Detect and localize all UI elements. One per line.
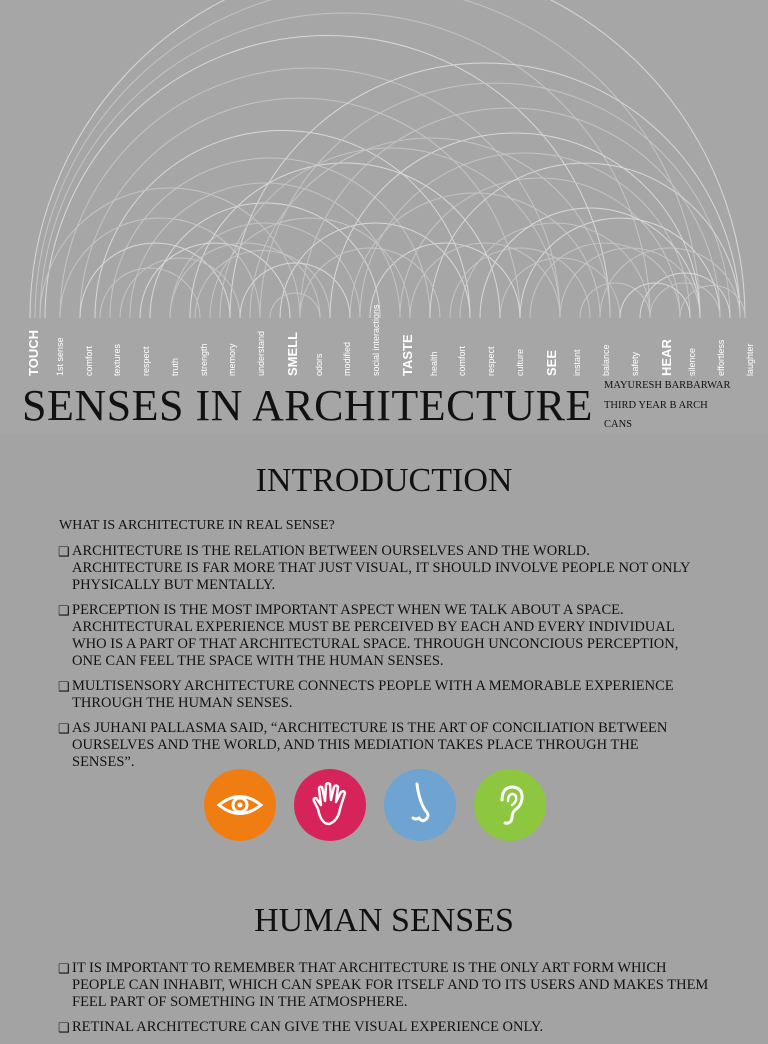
eye-icon [204, 769, 276, 841]
introduction-slide [0, 436, 768, 1035]
author-name: MAYURESH BARBARWAR [604, 380, 731, 391]
list-item [58, 1019, 718, 1036]
bullet-marker: ❑ [58, 603, 70, 618]
sense-word-graphic [0, 0, 768, 434]
bullet-marker: ❑ [58, 544, 70, 559]
bullet-text: IT IS IMPORTANT TO REMEMBER THAT ARCHITECTURE IS THE ONLY ART FORM WHICH PEOPLE CAN INHABIT, WHICH CAN SPEAK FOR ITSELF AND TO ITS USERS AND MAKES THEM FEEL PART OF SOMETHING IN THE ATMOSPHERE. [72, 960, 709, 1010]
senses-icon-row [204, 769, 554, 845]
sense-word: safety [629, 351, 640, 376]
list-item [58, 543, 698, 594]
author-college: CANS [604, 419, 633, 430]
presentation-title: SENSES IN ARCHITECTURE [22, 381, 593, 430]
sense-word: TOUCH [26, 330, 41, 376]
sense-word: HEAR [658, 339, 674, 376]
sense-word: memory [227, 343, 238, 376]
sense-word: understand [256, 330, 267, 376]
bullet-marker: ❑ [58, 679, 70, 694]
sense-word: modified [342, 341, 353, 376]
list-item [58, 960, 718, 1011]
sense-word: instant [572, 349, 583, 376]
sense-word: TASTE [399, 334, 415, 376]
bullet-marker: ❑ [58, 721, 70, 736]
senses-bullet-list [58, 960, 718, 1044]
bullet-text: MULTISENSORY ARCHITECTURE CONNECTS PEOPLE WITH A MEMORABLE EXPERIENCE THROUGH THE HUMAN SENSES. [72, 678, 674, 711]
sense-word: 1st sense [54, 337, 65, 376]
sense-word: comfort [83, 345, 94, 376]
sense-word: odors [313, 353, 324, 376]
sense-word: social interactions [371, 304, 382, 376]
sense-word: SEE [543, 349, 559, 376]
sense-word: comfort [457, 345, 468, 376]
sense-word: silence [687, 347, 698, 376]
bullet-text: PERCEPTION IS THE MOST IMPORTANT ASPECT WHEN WE TALK ABOUT A SPACE. ARCHITECTURAL EXPERIENCE MUST BE PERCEIVED BY EACH AND EVERY INDIVIDUAL WHO IS A PART OF THAT ARCHITECTURAL SPACE. THROUGH UNCONCIOUS PERCEPTION, ONE CAN FEEL THE SPACE WITH THE HUMAN SENSES. [72, 602, 679, 669]
sense-word: effortless [716, 339, 727, 376]
bullet-marker: ❑ [58, 961, 70, 976]
ear-icon [474, 769, 546, 841]
sense-word: respect [141, 346, 152, 376]
human-senses-heading: HUMAN SENSES [254, 902, 514, 939]
bullet-text: ARCHITECTURE IS THE RELATION BETWEEN OURSELVES AND THE WORLD. ARCHITECTURE IS FAR MORE THAT JUST VISUAL, IT SHOULD INVOLVE PEOPLE NOT ONLY PHYSICALLY BUT MENTALLY. [72, 543, 690, 593]
author-block [604, 376, 731, 435]
sense-word: laughter [745, 343, 755, 376]
bullet-text: RETINAL ARCHITECTURE CAN GIVE THE VISUAL EXPERIENCE ONLY. [72, 1019, 544, 1035]
intro-bullet-list [58, 543, 698, 779]
bullet-text: AS JUHANI PALLASMA SAID, “ARCHITECTURE IS THE ART OF CONCILIATION BETWEEN OURSELVES AND THE WORLD, AND THIS MEDIATION TAKES PLACE THROUGH THE SENSES”. [72, 720, 668, 770]
sense-word: textures [112, 343, 123, 376]
sense-word: strength [198, 343, 209, 376]
title-slide [0, 0, 768, 434]
sense-word: culture [514, 348, 525, 376]
list-item [58, 720, 698, 771]
intro-question: WHAT IS ARCHITECTURE IN REAL SENSE? [59, 518, 335, 533]
author-year: THIRD YEAR B ARCH [604, 399, 708, 411]
sense-word: SMELL [284, 331, 300, 376]
bullet-marker: ❑ [58, 1020, 70, 1035]
introduction-heading: INTRODUCTION [255, 462, 513, 499]
sense-word: respect [486, 346, 497, 376]
hand-icon [294, 769, 366, 841]
sense-word: truth [169, 357, 180, 376]
list-item [58, 678, 698, 712]
sense-word: health [428, 351, 439, 376]
list-item [58, 602, 698, 670]
sense-word: balance [601, 344, 612, 376]
nose-icon [384, 769, 456, 841]
